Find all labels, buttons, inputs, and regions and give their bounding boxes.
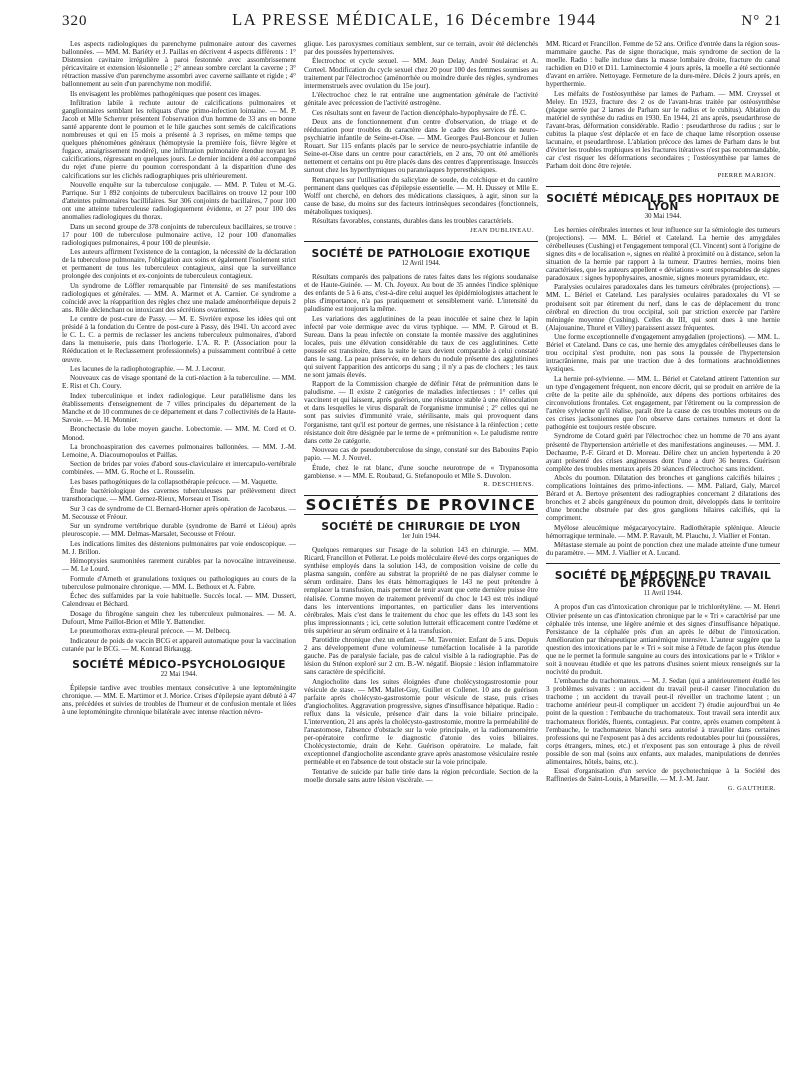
paragraph: Sur un syndrome vertébrique durable (syndrome de Barré et Liéou) après pleuroscopie. — MM. Delmas-Marsalet, Secousse et Fréour. — [62, 522, 296, 539]
paragraph: Nouveaux cas de visage spontané de la cuti-réaction à la tuberculine. — MM. E. Rist et Ch. Coury. — [62, 374, 296, 391]
paragraph: Dans un second groupe de 378 conjoints de tuberculeux bacillaires, se trouve : 17 pour 100 de tuberculose pulmonaire active, 12 pour 100 d'anomalies radiologiques pulmonaires, 4 pour 100 de pleurésie. — [62, 222, 296, 247]
paragraph: L'embauche du trachomateux. — M. J. Sedan (qui a antérieurement étudié les 3 problèmes suivants : un accident du travail peut-il causer l'inoculation du trachome ; un accident du travail peut-il réveiller un trachome latent ; un trachome antérieur peut-il compliquer un accident ?) étudie aujourd'hui un 4e point de la question : l'embauche du trachomateux. Tout travail sera interdit aux trachomateux floridés, fluents, contagieux. Par contre, après examen compétent à l'embauche, le trachomateux blanchi sera autorisé à travailler dans certaines professions qui ne l'exposent pas à des accidents redoutables pour lui (poussières, corps étrangers, mines, etc.) et n'exposent pas son entourage à plus de réveil possible de son mal (soins aux enfants, aux malades, manipulations de denrées alimentaires, hôtels, bains, etc.). — [546, 677, 780, 766]
paragraph: Nouveau cas de pseudotuberculose du singe, constaté sur des Babouins Papio papio. — M. J. Nouvel. — [304, 446, 538, 463]
paragraph: Formule d'Arneth et granulations toxiques ou pathologiques au cours de la tuberculose pulmonaire chronique. — MM. L. Bethoux et A. Fabre. — [62, 574, 296, 591]
section-divider — [546, 563, 780, 564]
column-2 — [304, 40, 538, 1070]
session-date: 12 Avril 1944. — [401, 259, 441, 267]
paragraph: glique. Les paroxysmes comitiaux semblent, sur ce terrain, avoir été déclenchés par des poussées hypertensives. — [304, 40, 538, 57]
article-columns — [62, 40, 782, 1070]
paragraph: Épilepsie tardive avec troubles mentaux consécutive à une leptoméningite chronique. — MM. E. Martimor et J. Morice. Crises d'épilepsie ayant débuté à 47 ans, précédées et suivies de troubles de l'humeur et de confusion mentale et liées à une leptoméningite chronique bilatérale avec intense réaction névro- — [62, 683, 296, 716]
society-heading: SOCIÉTÉ DE MÉDECINE DU TRAVAIL DE PROVENCE — [554, 570, 772, 591]
author-signature: R. DESCHIENS. — [483, 481, 534, 489]
page-number: 320 — [62, 13, 88, 29]
paragraph: Section de brides par voies d'abord sous-claviculaire et intercapulo-vertébrale combinées. — MM. G. Roche et L. Rousselin. — [62, 460, 296, 477]
paragraph: La bronchoaspiration des cavernes pulmonaires ballonnées. — MM. J.-M. Lemoine, A. Diacoumopoulos et Paillas. — [62, 442, 296, 459]
section-divider — [546, 186, 780, 187]
paragraph: Hémoptysies saumonitées rarement curables par la novocaïne intraveineuse. — M. Le Lourd. — [62, 557, 296, 574]
paragraph: Infiltration labile à rechute autour de calcifications pulmonaires et ganglionnaires semblant les reliquats d'une primo-infection lointaine. — M. P. Jacob et Mlle Scherrer présentent l'observation d'un homme de 33 ans en bonne santé apparente dont le poumon et le hile gauches sont semés de calcifications nombreuses et qui en 15 mois a présenté à 3 reprises, en même temps que quelques phénomènes généraux (hémoptysie la première fois, fièvre légère et fugace, amaigrissement modéré), une infiltration pulmonaire étendue noyant les calcifications, régressant en quelques jours. Le dernier incident a été accompagné du rejet d'une pierre du poumon correspondant à la disparition d'une des calcifications sur les clichés radiographiques pris ultérieurement. — [62, 99, 296, 180]
author-signature: JEAN DUBLINEAU. — [470, 226, 534, 234]
paragraph: Remarques sur l'utilisation du salicylate de soude, du colchique et du cautère permanent dans quelques cas d'épilepsie essentielle. — M. H. Dussey et Mlle E. Wolff ont cherché, en dehors des médications classiques, à agir, sinon sur la cause de base, du moins sur des facteurs intrinsèques secondaires (fonctionnels, métaboliques toxiques). — [304, 175, 538, 216]
column-1 — [62, 40, 296, 1070]
paragraph: Résultats comparés des palpations de rates faites dans les régions soudanaise et de Haute-Guinée. — M. Ch. Joyeux. Au bout de 35 années l'indice splénique des enfants de 5 à 6 ans, c'est-à-dire celui auquel les épidémiologistes attachent le plus d'importance, n'a pas pratiquement et sensiblement varié. L'intensité du paludisme est toujours la même. — [304, 272, 538, 314]
paragraph: Ils envisagent les problèmes pathogéniques que posent ces images. — [70, 89, 261, 98]
paragraph: A propos d'un cas d'intoxication chronique par le trichlorétylène. — M. Henri Olivier présente un cas d'intoxication chronique par le « Tri » caractérisé par une céphalée très intense, une légère anémie et des signes d'insuffisance hépatique. Persistance de la céphalée près d'un an après le début de l'intoxication. Amélioration par thérapeutique antianémique intensive. L'auteur suggère que la question des intoxications par le « Tri » soit mise à l'étude de façon plus étendue que ne le permet la formule sanguine au cours des intoxications par le « Triklor » soit à nouveau étudiée et que les patrons d'usines soient mieux renseignés sur la nocivité du produit. — [546, 603, 780, 676]
paragraph: Résultats favorables, constants, durables dans les troubles caractériels. — [312, 217, 514, 226]
paragraph: MM. Ricard et Francillon. Femme de 52 ans. Orifice d'entrée dans la région sous-mammaire gauche. Pas de signe thoracique, mais syndrome de section de la moelle. Radio : balle incluse dans la masse lombaire droite, fracture du canal rachidien en D10 et D11. Laminectomie 4 jours après, la moelle a été sectionnée d'avant en arrière. Nettoyage. Fermeture de la dure-mère. Décès 2 jours après, en hyperthermie. — [546, 40, 780, 89]
paragraph: Index tuberculinique et index radiologique. Leur parallélisme dans les établissements d'enseignement de 7 villes principales du département de la Manche et de 10 communes de ce département et dans 7 collectivités de la Haute-Savoie. — M. H. Monnier. — [62, 391, 296, 425]
paragraph: Étude bactériologique des cavernes tuberculeuses par prélèvement direct transthoracique. — MM. Gernez-Rieux, Morseau et Tison. — [62, 487, 296, 504]
paragraph: Un syndrome de Löffler remarquable par l'intensité de ses manifestations radiologiques et générales. — MM. A. Marmet et A. Carnier. Ce syndrome a coïncidé avec la réapparition des règles chez une malade aménorrhéique depuis 2 ans. Rôle déclenchant ou intoxicant des sécrétions ovariennes. — [62, 281, 296, 314]
paragraph: Les hernies cérébrales internes et leur influence sur la sémiologie des tumeurs (projections). — MM. L. Bériel et Cateland. La hernie des amygdales cérébelleuses (Cushing) et l'engagement temporal (Cl. Vincent) sont à l'origine de signes dits « de localisation », signes en réalité à proximité ou à distance, selon la situation de la hernie par rapport à la tumeur. D'autres hernies, moins bien caractérisées, que les auteurs appellent « déviations » sont responsables de signes paradoxaux : signes hypophysaires, anosmie, signes moteurs pyramidaux, etc. — [546, 225, 780, 282]
session-date: 22 Mai 1944. — [160, 670, 198, 678]
paragraph: Les méfaits de l'ostéosynthèse par lames de Parham. — MM. Creyssel et Meley. En 1923, fracture des 2 os de l'avant-bras traitée par ostéosynthèse (plaque serrée par 2 lames de Parham sur le radius et le cubitus). Ablation du matériel de synthèse du radius en 1930. En 1944, 21 ans après, pseudarthrose de l'avant-bras, déformation considérable. Radio : pseudarthrose du radius ; sur le cubitus la plaque s'est déplacée et en face de chaque lame résorption osseuse lacunaire, et pseudarthrose. L'ablation précoce des lames de Parham dans le but d'éviter les troubles trophiques et les fractures itératives n'est pas recommandable, car c'est risquer les déformations secondaires ; l'ostéosynthèse par lames de Parham doit donc être rejetée. — [546, 89, 780, 171]
paragraph: Paralysies oculaires paradoxales dans les tumeurs cérébrales (projections). — MM. L. Bériel et Cateland. Les paralysies oculaires paradoxales du VI se produisent soit par étirement du nerf, dans le cas de déplacement du tronc cérébral en direction du trou occipital, soit par striction exercée par l'artère méningée moyenne (Cushing). Celles du III, qui sont dues à une hernie (Alajouanine, Thurel et Villey) paraissent assez fréquentes. — [546, 283, 780, 332]
column-3 — [546, 40, 780, 1070]
paragraph: Quelques remarques sur l'usage de la solution 143 en chirurgie. — MM. Ricard, Francillon et Pellerat. Le poids moléculaire élevé des corps organiques de synthèse employés dans la solution 143, de composition voisine de celle du plasma sanguin, confère au substrat la propriété de ne pas dialyser comme le sérum ordinaire. Dans les états hémorragiques le 143 ne peut prétendre à remplacer la transfusion, mais permet de tenir avant que cette dernière puisse être réalisée. Comme moyen de traitement préventif du choc le 143 est très indiqué dans les interventions importantes, en particulier dans les interventions cérébrales. Mais c'est dans le traitement du choc que les effets du 143 sont les plus impressionnants ; ici, cette solution lutterait efficacement contre l'œdème et très supérieur au sérum ordinaire et à la transfusion. — [304, 546, 538, 635]
paragraph: Les variations des agglutinines de la peau inoculée et saine chez le lapin infecté par voie dermique avec du virus typhique. — MM. P. Giroud et B. Sureau. Dans la peau infectée on constate la montée massive des agglutinines locales, puis une élévation considérable du taux de ces agglutinines. Cette poussée est transitoire, dans la suite le taux devient comparable à celui constaté dans le sang. La peau préservée, en dehors du nodule présente des agglutinines qui suivent l'apparition des anticorps du sang ; il n'y a pas de clochers ; les taux ne sont jamais élevés. — [304, 314, 538, 379]
paragraph: L'électrochoc chez le rat entraîne une augmentation générale de l'activité génitale avec précession de l'activité œstrogène. — [304, 91, 538, 108]
paragraph: Le pneumothorax extra-pleural précoce. — M. Delbecq. — [70, 627, 231, 636]
page-header — [62, 10, 782, 34]
society-heading: SOCIÉTÉ MÉDICO-PSYCHOLOGIQUE — [72, 658, 286, 671]
paragraph: Dosage du fibrogène sanguin chez les tuberculeux pulmonaires. — M. A. Dufourt, Mme Paillot-Brion et Mlle Y. Battendier. — [62, 609, 296, 626]
paragraph: Les aspects radiologiques du parenchyme pulmonaire autour des cavernes ballonnées. — MM. M. Bariéty et J. Paillas en décrivent 4 aspects différents : 1° Distension cavitaire irrégulière à paroi festonnée avec assombrissement péricavitaire et extension lésionnelle ; 2° anneau sombre cerclant la caverne ; 3° rétraction massive d'un parenchyme assombri avec caverne saillante et rigide ; 4° ballonnement au sein d'un parenchyme non modifié. — [62, 40, 296, 89]
journal-title: LA PRESSE MÉDICALE, 16 Décembre 1944 — [232, 10, 597, 29]
paragraph: Myélose aleucémique mégacaryocytaire. Radiothérapie splénique. Aleucie hémorragique terminale. — MM. P. Ravault, M. Plauchu, J. Viallier et Fontan. — [546, 523, 780, 540]
paragraph: Essai d'organisation d'un service de psychotechnique à la Société des Raffineries de Saint-Louis, à Marseille. — M. J.-M. Jaur. — [546, 767, 780, 784]
paragraph: La hernie pré-sylvienne. — MM. L. Bériel et Cateland attirent l'attention sur un type d'engagement fréquent, non encore décrit, qui se produit en arrière de la crête de la petite aile du sphénoïde, aux dépens des portions orbitaires des circonvolutions frontales. Cet engagement, par l'étirement ou la compression de l'artère sylvienne qu'il réalise, paraît être la cause de ces troubles moteurs ou de ces crises jacksoniennes que l'on observe dans certaines tumeurs et dont la pathogénie est toujours restée obscure. — [546, 374, 780, 432]
paragraph: Ces résultats sont en faveur de l'action diencéphalo-hypophysaire de l'É. C. — [312, 108, 527, 117]
paragraph: Syndrome de Cotard guéri par l'électrochoc chez un homme de 70 ans ayant présenté de l'hypertension artérielle et des manifestations angineuses. — MM. J. Dechaume, P.-F. Girard et D. Moreau. Délire chez un ancien hypertendu à 20 ayant présenté des crises angineuses dont l'une a duré 36 heures. Guérison complète des troubles mentaux après 20 séances d'électrochoc sans incident. — [546, 432, 780, 473]
society-heading: SOCIÉTÉ DE PATHOLOGIE EXOTIQUE — [311, 247, 531, 260]
paragraph: Électrochoc et cycle sexuel. — MM. Jean Delay, André Soulairac et A. Corteel. Modification du cycle sexuel chez 20 pour 100 des femmes soumises au traitement par l'électrochoc (aménorrhée ou moindre durée des règles, syndromes intermenstruels avec ovulation du 15e jour). — [304, 57, 538, 90]
major-section-heading: SOCIÉTÉS DE PROVINCE — [305, 496, 537, 515]
paragraph: Rapport de la Commission chargée de définir l'état de prémunition dans le paludisme. — Il existe 2 catégories de maladies infectieuses : 1° celles qui vaccinent et qui laissent, après guérison, une résistance stable à une réinoculation et dans lesquelles le virus disparaît de l'organisme immunisé ; 2° celles qui ne sont pas suivies d'immunité vraie, stérilisante, mais qui provoquent dans l'organisme, tant qu'il est porteur de germes, une résistance à la réinfection ; cette résistance doit être désignée par le terme de « prémunition ». Le paludisme rentre dans cette 2e catégorie. — [304, 380, 538, 445]
paragraph: Nouvelle enquête sur la tuberculose conjugale. — MM. P. Tuleu et M.-G. Parrique. Sur 1 892 conjoints de tuberculeux bacillaires on trouve 12 pour 100 d'atteintes pulmonaires bacillifaires. Sur 306 conjoints de bacillaires, 7 pour 100 ont une atteinte tuberculeuse radiologiquement évidente, et 27 pour 100 des anomalies radiologiques du thorax. — [62, 180, 296, 222]
session-date: 1er Juin 1944. — [401, 533, 441, 541]
paragraph: Parotidite chronique chez un enfant. — M. Tavernier. Enfant de 5 ans. Depuis 2 ans développement d'une volumineuse tuméfaction localisée à la parotide gauche. Pas de paralysie faciale, pas de calcul visible à la radiographie. Pas de lésion du Sténon exploré sur 2 cm. B.-W. négatif. Biopsie : lésion inflammatoire sans caractère de spécificité. — [304, 636, 538, 677]
paragraph: Angiocholite dans les suites éloignées d'une cholécystogastrostomie pour vésicule de stase. — MM. Mallet-Guy, Guillet et Collenet. 10 ans de guérison parfaite après cholécysto-gastrostomie pour vésicule de stase, puis crises d'angiocholites. Aggravation progressive, signes d'insuffisance hépatique. Radio : reflux dans la vésicule, présence d'air dans la voie biliaire principale. L'intervention, 21 ans après la cholécysto-gastrostomie, montre la perméabilité de l'anastomose, l'absence d'obstacle sur la voie principale, et la radiomanométrie per-opératoire confirme le diagnostic d'atonie des voies biliaires. Cholécystectomie, drain de Kehr. Guérison opératoire. Le malade, fait exceptionnel d'angiocholite ascendante grave après anastomose vésiculaire restée perméable et en l'absence de tout obstacle sur la voie principale. — [304, 677, 538, 767]
society-heading: SOCIÉTÉ MÉDICALE DES HOPITAUX DE LYON — [546, 192, 780, 213]
paragraph: Échec des sulfamides par la voie habituelle. Succès local. — MM. Dussert, Calendreau et Béchard. — [62, 592, 296, 609]
paragraph: Abcès du poumon. Dilatation des bronches et ganglions calcifiés hilaires ; complications lointaines des primo-infections. — MM. Paliard, Galy, Marcel Bérard et A. Bertoye présentent des radiographies concernant 2 dilatations des bronches et 2 abcès gangréneux du poumon droit, développés dans le territoire d'une bronche obstruée par des gros ganglions hilaires calcifiés, qui la compriment. — [546, 474, 780, 523]
paragraph: Indicateur de poids de vaccin BCG et appareil automatique pour la vaccination cutanée par le BCG. — M. Konrad Birkaugg. — [62, 636, 296, 653]
section-divider — [304, 241, 538, 242]
paragraph: Une forme exceptionnelle d'engagement amygdalien (projections). — MM. L. Bériel et Cateland. Dans ce cas, une hernie des amygdales cérébelleuses dans le trou occipital s'est produite, non pas sous la poussée de l'hypertension intracrânienne, mais par une traction due à des formations arachnoïdiennes kystiques. — [546, 333, 780, 374]
paragraph: Les auteurs affirment l'existence de la contagion, la nécessité de la déclaration de la tuberculose pulmonaire, l'obligation aux soins et également l'isolement strict et permanent de tous les tuberculeux contagieux, ainsi que la surveillance prolongée des conjoints et ex-conjoints de tuberculeux contagieux. — [62, 248, 296, 281]
author-signature: G. GAUTHIER. — [727, 784, 776, 792]
paragraph: Les indications limites des déstenions pulmonaires par voie endoscopique. — M. J. Brillon. — [62, 539, 296, 556]
session-date: 30 Mai 1944. — [644, 212, 682, 220]
paragraph: Deux ans de fonctionnement d'un centre d'observation, de triage et de rééducation pour troubles du caractère dans le cadre des services de neuro-psychiatrie infantile de Seine-et-Oise. — MM. Georges Paul-Boncour et Julien Rouart. Sur 115 enfants placés par le service de neuro-psychiatrie infantile de Seine-et-Oise dans un centre pour caractériels, en 2 ans, 70 ont été améliorés nettement et certains ont pu être placés dans des centres d'apprentissage. Insuccès surtout chez les hyperthymiques ou paranoïaques hyperesthésiques. — [304, 117, 538, 175]
author-signature: PIERRE MARION. — [717, 171, 776, 179]
paragraph: Les bases pathogéniques de la collapsothérapie précoce. — M. Vaquette. — [70, 477, 278, 486]
session-date: 11 Avril 1944. — [643, 590, 683, 598]
paragraph: Le centre de post-cure de Passy. — M. E. Sivrière expose les idées qui ont présidé à la fondation du Centre de post-cure à Passy, dès 1941. Un accord avec le C. L. C. a permis de reclasser les anciens tuberculeux pulmonaires, d'abord dans la menuiserie, puis dans l'horlogerie. L'A. R. P. (Association pour la Rééducation et le Reclassement professionnels) a puissamment contribué à cette œuvre. — [62, 315, 296, 364]
issue-number: N° 21 — [741, 13, 782, 29]
paragraph: Métastase sternale au point de ponction chez une malade atteinte d'une tumeur du paramètre. — MM. J. Viallier et A. Lucand. — [546, 541, 780, 558]
paragraph: Sur 3 cas de syndrome de Cl. Bernard-Horner après opération de Jacobæus. — M. Secousse et Fréour. — [62, 504, 296, 521]
paragraph: Étude, chez le rat blanc, d'une souche neurotrope de « Trypanosoma gambiense. » — MM. E. Roubaud, G. Stefanopoulo et Mlle S. Duvolon. — [304, 463, 538, 480]
paragraph: Les lacunes de la radiophotographie. — M. J. Lecœur. — [70, 364, 226, 373]
society-heading: SOCIÉTÉ DE CHIRURGIE DE LYON — [321, 521, 521, 534]
paragraph: Tentative de suicide par balle tirée dans la région précordiale. Section de la moelle dorsale sans autre lésion viscérale. — — [304, 767, 538, 784]
paragraph: Bronchectasie du lobe moyen gauche. Lobectomie. — MM. M. Cord et O. Monod. — [62, 425, 296, 442]
